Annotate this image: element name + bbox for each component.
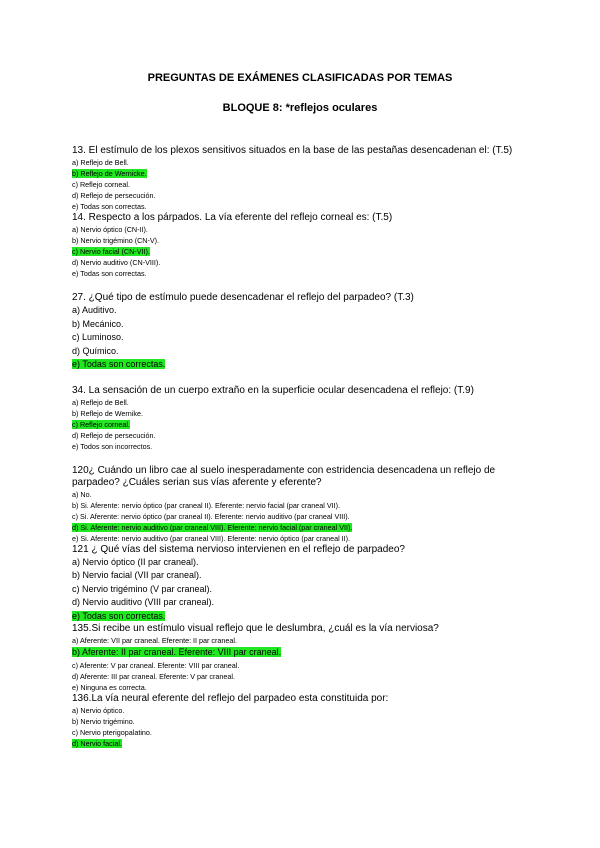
- option: a) Nervio óptico (CN-II).: [72, 225, 148, 234]
- option: e) Si. Aferente: nervio auditivo (par craneal VIII). Eferente: nervio óptico (par craneal II).: [72, 533, 351, 543]
- option: a) Reflejo de Bell.: [72, 158, 129, 167]
- option: b) Nervio trigémino.: [72, 716, 135, 726]
- option: c) Reflejo corneal.: [72, 180, 130, 189]
- question-27: [72, 292, 542, 372]
- option: a) No.: [72, 489, 92, 499]
- question-34: [72, 385, 542, 452]
- option-correct: d) Si. Aferente: nervio auditivo (par craneal VIII). Eferente: nervio facial (par craneal VII).: [72, 522, 353, 532]
- option: d) Reflejo de persecución.: [72, 430, 156, 440]
- option: a) Auditivo.: [72, 305, 117, 315]
- option: a) Nervio óptico.: [72, 705, 125, 715]
- question-text: 27. ¿Qué tipo de estímulo puede desencadenar el reflejo del parpadeo? (T.3): [72, 292, 414, 303]
- question-135: [72, 623, 542, 693]
- document-title: PREGUNTAS DE EXÁMENES CLASIFICADAS POR TEMAS: [147, 72, 453, 84]
- option: c) Nervio trigémino (V par craneal).: [72, 583, 213, 594]
- question-text: 34. La sensación de un cuerpo extraño en la superficie ocular desencadena el reflejo: (T.9): [72, 384, 474, 396]
- option-correct: b) Aferente: II par craneal. Eferente: VIII par craneal.: [72, 647, 282, 657]
- option: a) Reflejo de Bell.: [72, 397, 129, 407]
- option: d) Reflejo de persecución.: [72, 191, 156, 200]
- option: b) Nervio facial (VII par craneal).: [72, 570, 202, 580]
- question-text: 14. Respecto a los párpados. La vía eferente del reflejo corneal es: (T.5): [72, 212, 393, 223]
- question-text: 136.La vía neural eferente del reflejo del parpadeo esta constituida por:: [72, 692, 389, 704]
- question-text: 135.Si recibe un estímulo visual reflejo que le deslumbra, ¿cuál es la vía nerviosa?: [72, 623, 439, 634]
- option: c) Aferente: V par craneal. Eferente: VIII par craneal.: [72, 660, 240, 670]
- option: d) Químico.: [72, 345, 119, 356]
- option-correct: e) Todas son correctas.: [72, 610, 166, 621]
- question-121: [72, 544, 542, 624]
- option-correct: e) Todas son correctas.: [72, 359, 166, 369]
- question-120: [72, 465, 542, 544]
- option: b) Mecánico.: [72, 318, 124, 329]
- option: d) Aferente: III par craneal. Eferente: V par craneal.: [72, 671, 236, 681]
- question-136: [72, 693, 542, 749]
- option: b) Si. Aferente: nervio óptico (par craneal II). Eferente: nervio facial (par craneal VII).: [72, 500, 341, 510]
- option: d) Nervio auditivo (CN-VIII).: [72, 258, 161, 267]
- option: b) Nervio trigémino (CN-V).: [72, 236, 160, 245]
- option: b) Reflejo de Wernike.: [72, 408, 143, 418]
- option-correct: b) Reflejo de Wernicke.: [72, 169, 147, 178]
- question-text: 121 ¿ Qué vías del sistema nervioso intervienen en el reflejo de parpadeo?: [72, 543, 405, 555]
- question-13: [72, 145, 542, 212]
- option: a) Aferente: VII par craneal. Eferente: II par craneal.: [72, 636, 238, 645]
- option: d) Nervio auditivo (VIII par craneal).: [72, 597, 215, 607]
- option: c) Luminoso.: [72, 332, 124, 342]
- option: c) Si. Aferente: nervio óptico (par craneal II). Eferente: nervio auditivo (par craneal VIII).: [72, 511, 350, 521]
- question-list: [72, 145, 542, 749]
- option: e) Ninguna es correcta.: [72, 682, 147, 692]
- option-correct: c) Nervio facial (CN-VII).: [72, 247, 150, 256]
- question-text: 13. El estímulo de los plexos sensitivos situados en la base de las pestañas desencadenan el: (T.5): [72, 145, 513, 156]
- option-correct: d) Nervio facial.: [72, 738, 122, 748]
- option: e) Todas son correctas.: [72, 202, 147, 211]
- option: c) Nervio pterigopalatino.: [72, 727, 152, 737]
- question-14: [72, 212, 542, 279]
- document-subtitle: BLOQUE 8: *reflejos oculares: [222, 102, 378, 114]
- option-correct: c) Reflejo corneal.: [72, 419, 130, 429]
- option: e) Todos son incorrectos.: [72, 441, 153, 451]
- option: a) Nervio óptico (II par craneal).: [72, 556, 199, 567]
- question-text: 120¿ Cuándo un libro cae al suelo inesperadamente con estridencia desencadena un reflejo de parpadeo? ¿Cuáles serian sus vías aferente y eferente?: [72, 464, 496, 488]
- option: e) Todas son correctas.: [72, 269, 147, 278]
